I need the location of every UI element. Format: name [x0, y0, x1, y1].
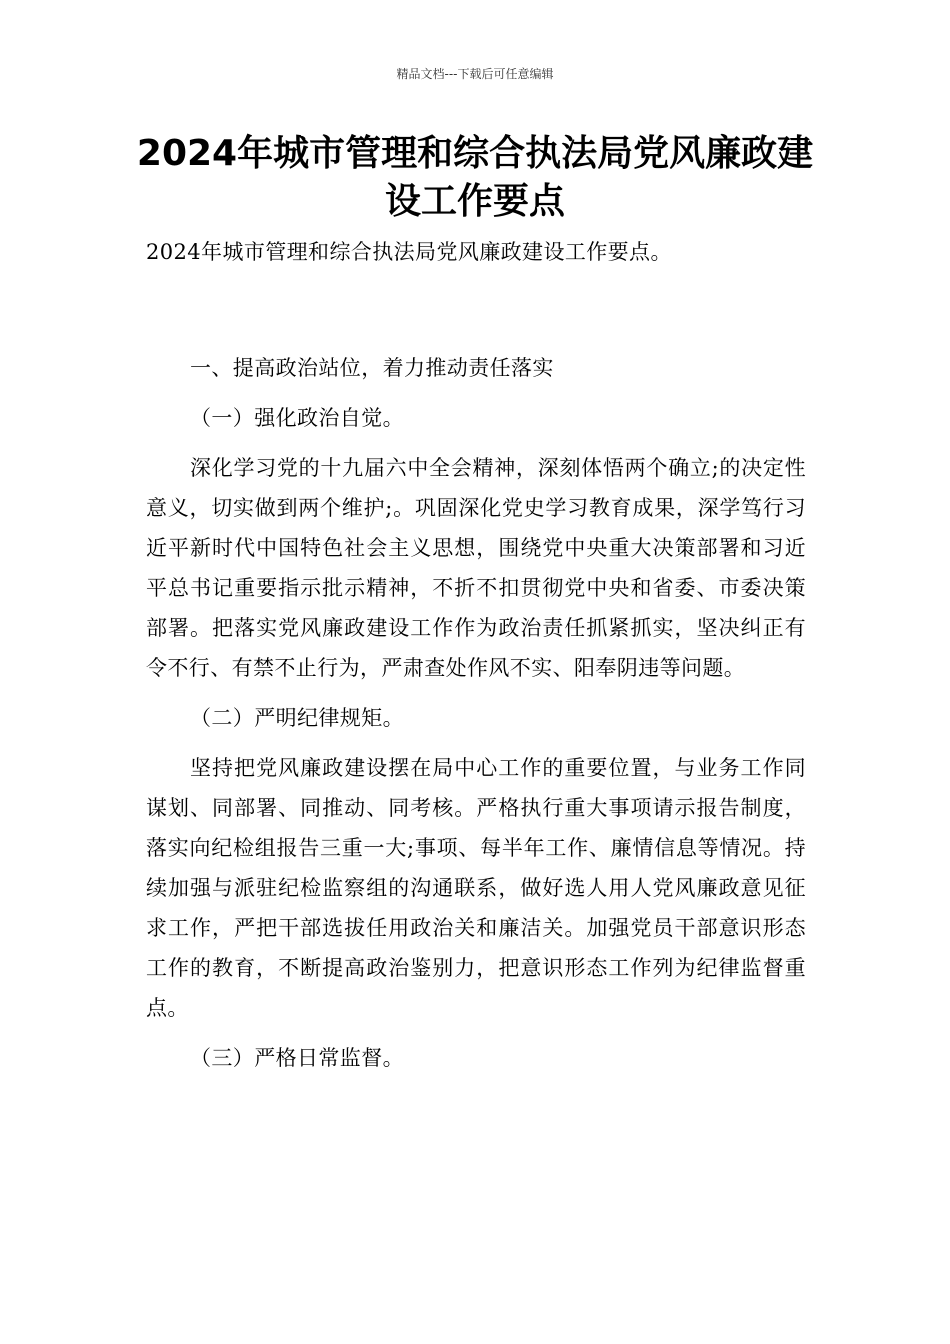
subsection-heading-1: （一）强化政治自觉。 — [190, 406, 404, 430]
intro-paragraph: 2024年城市管理和综合执法局党风廉政建设工作要点。 — [146, 240, 672, 264]
document-body — [146, 232, 806, 1078]
subsection-heading-2: （二）严明纪律规矩。 — [190, 706, 404, 730]
subsection-body-1: 深化学习党的十九届六中全会精神，深刻体悟两个确立;的决定性意义，切实做到两个维护;。巩固深化党史学习教育成果，深学笃行习近平新时代中国特色社会主义思想，围绕党中央重大决策部署和习近平总书记重要指示批示精神，不折不扣贯彻党中央和省委、市委决策部署。把落实党风廉政建设工作作为政治责任抓紧抓实，坚决纠正有令不行、有禁不止行为，严肃查处作风不实、阳奉阴违等问题。 — [146, 456, 806, 680]
subsection-heading-3: （三）严格日常监督。 — [190, 1046, 404, 1070]
subsection-body-2: 坚持把党风廉政建设摆在局中心工作的重要位置，与业务工作同谋划、同部署、同推动、同考核。严格执行重大事项请示报告制度，落实向纪检组报告三重一大;事项、每半年工作、廉情信息等情况。持续加强与派驻纪检监察组的沟通联系，做好选人用人党风廉政意见征求工作，严把干部选拔任用政治关和廉洁关。加强党员干部意识形态工作的教育，不断提高政治鉴别力，把意识形态工作列为纪律监督重点。 — [146, 756, 806, 1020]
section-heading-1: 一、提高政治站位，着力推动责任落实 — [190, 356, 554, 380]
document-title: 2024年城市管理和综合执法局党风廉政建设工作要点 — [136, 133, 814, 222]
header-note: 精品文档---下载后可任意编辑 — [396, 67, 554, 81]
